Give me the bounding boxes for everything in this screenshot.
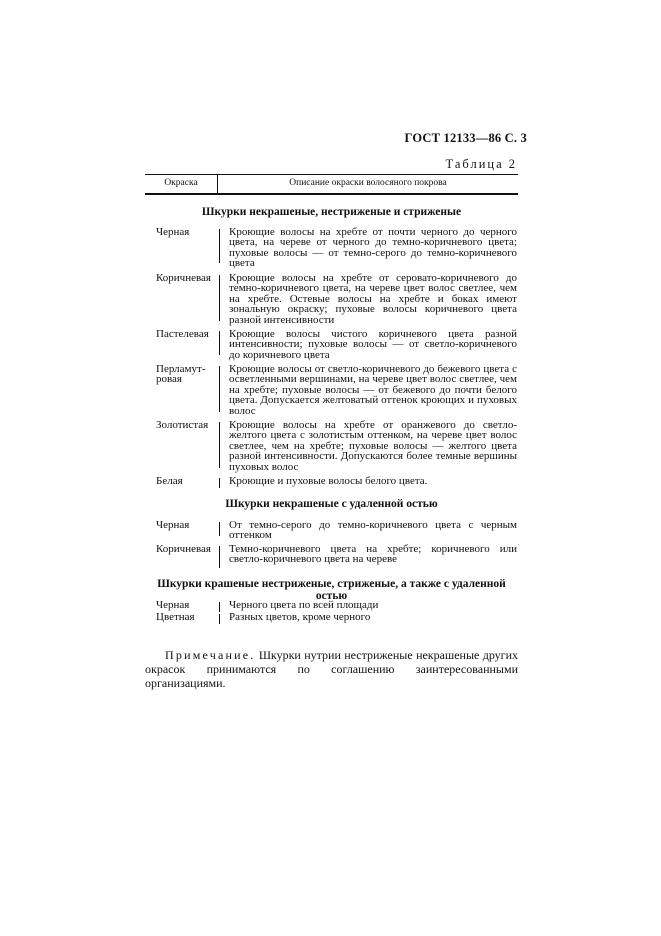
column-header-color: Окраска <box>164 178 198 188</box>
row-divider <box>219 366 220 412</box>
section-title-dyed: Шкурки крашеные нестриженые, стриженые, а также с удаленной остью <box>157 578 506 602</box>
color-description: Кроющие волосы на хребте от почти черного до черного цвета, на череве от черного до темно-коричневого цвета; пуховые волосы — от темно-серого до темно-коричневого цвета <box>229 226 517 270</box>
color-name: Черная <box>156 226 190 238</box>
color-name: Коричневая <box>156 543 211 555</box>
note-text: Шкурки нутрии нестриженые некрашеные других окрасок принимаются по соглашению заинтересованными организациями. <box>145 648 519 690</box>
table-note <box>145 648 518 690</box>
color-name <box>156 364 218 385</box>
row-divider <box>219 602 220 612</box>
color-name: Черная <box>156 519 190 531</box>
color-name-line-1: Перламут- <box>156 363 206 375</box>
note-label: Примечание. <box>165 648 256 662</box>
color-name: Золотистая <box>156 419 209 431</box>
color-description: Кроющие волосы от светло-коричневого до бежевого цвета с осветленными вершинами, на череве цвет волос светлее, чем на хребте; пуховые волосы — от бежевого до почти белого цвета. Допускается желтоватый оттенок кроющих и пуховых волос <box>229 363 517 417</box>
color-description: Кроющие волосы на хребте от оранжевого до светло-желтого цвета с золотистым оттенком, на череве цвет волос светлее, чем на хребте; пуховые волосы — желтого цвета разной интенсивности. Допускаются более темные вершины пуховых волос <box>229 419 517 473</box>
color-description: Кроющие и пуховые волосы белого цвета. <box>229 475 428 487</box>
table-caption: Таблица 2 <box>445 157 517 171</box>
table-header-rule <box>145 193 518 195</box>
color-name: Черная <box>156 599 190 611</box>
row-divider <box>219 546 220 568</box>
page-header: ГОСТ 12133—86 С. 3 <box>404 131 527 145</box>
color-name: Коричневая <box>156 272 211 284</box>
row-divider <box>219 331 220 355</box>
color-description: Темно-коричневого цвета на хребте; коричневого или светло-коричневого цвета на череве <box>229 543 517 566</box>
row-divider <box>219 614 220 624</box>
color-description: От темно-серого до темно-коричневого цвета с черным оттенком <box>229 519 517 542</box>
section-title-undyed: Шкурки некрашеные, нестриженые и стриженые <box>201 206 462 218</box>
color-description: Кроющие волосы на хребте от серовато-коричневого до темно-коричневого цвета, на череве цвет волос светлее, чем на хребте. Остевые волосы на хребте и боках имеют зональную окраску; пуховые волосы коричневого цвета разной интенсивности <box>229 272 517 326</box>
column-header-description: Описание окраски волосяного покрова <box>289 178 447 188</box>
table-top-rule <box>145 174 518 175</box>
color-description: Черного цвета по всей площади <box>229 599 379 611</box>
color-description: Разных цветов, кроме черного <box>229 611 371 623</box>
row-divider <box>219 478 220 488</box>
row-divider <box>219 275 220 321</box>
section-title-undyed-plucked: Шкурки некрашеные с удаленной остью <box>225 498 438 510</box>
color-name: Цветная <box>156 611 195 623</box>
color-description: Кроющие волосы чистого коричневого цвета разной интенсивности; пуховые волосы — от светло-коричневого до коричневого цвета <box>229 328 517 361</box>
color-name: Белая <box>156 475 183 487</box>
color-name-line-2: ровая <box>156 373 182 386</box>
row-divider <box>219 229 220 263</box>
row-divider <box>219 522 220 536</box>
color-name: Пастелевая <box>156 328 209 340</box>
row-divider <box>219 422 220 468</box>
